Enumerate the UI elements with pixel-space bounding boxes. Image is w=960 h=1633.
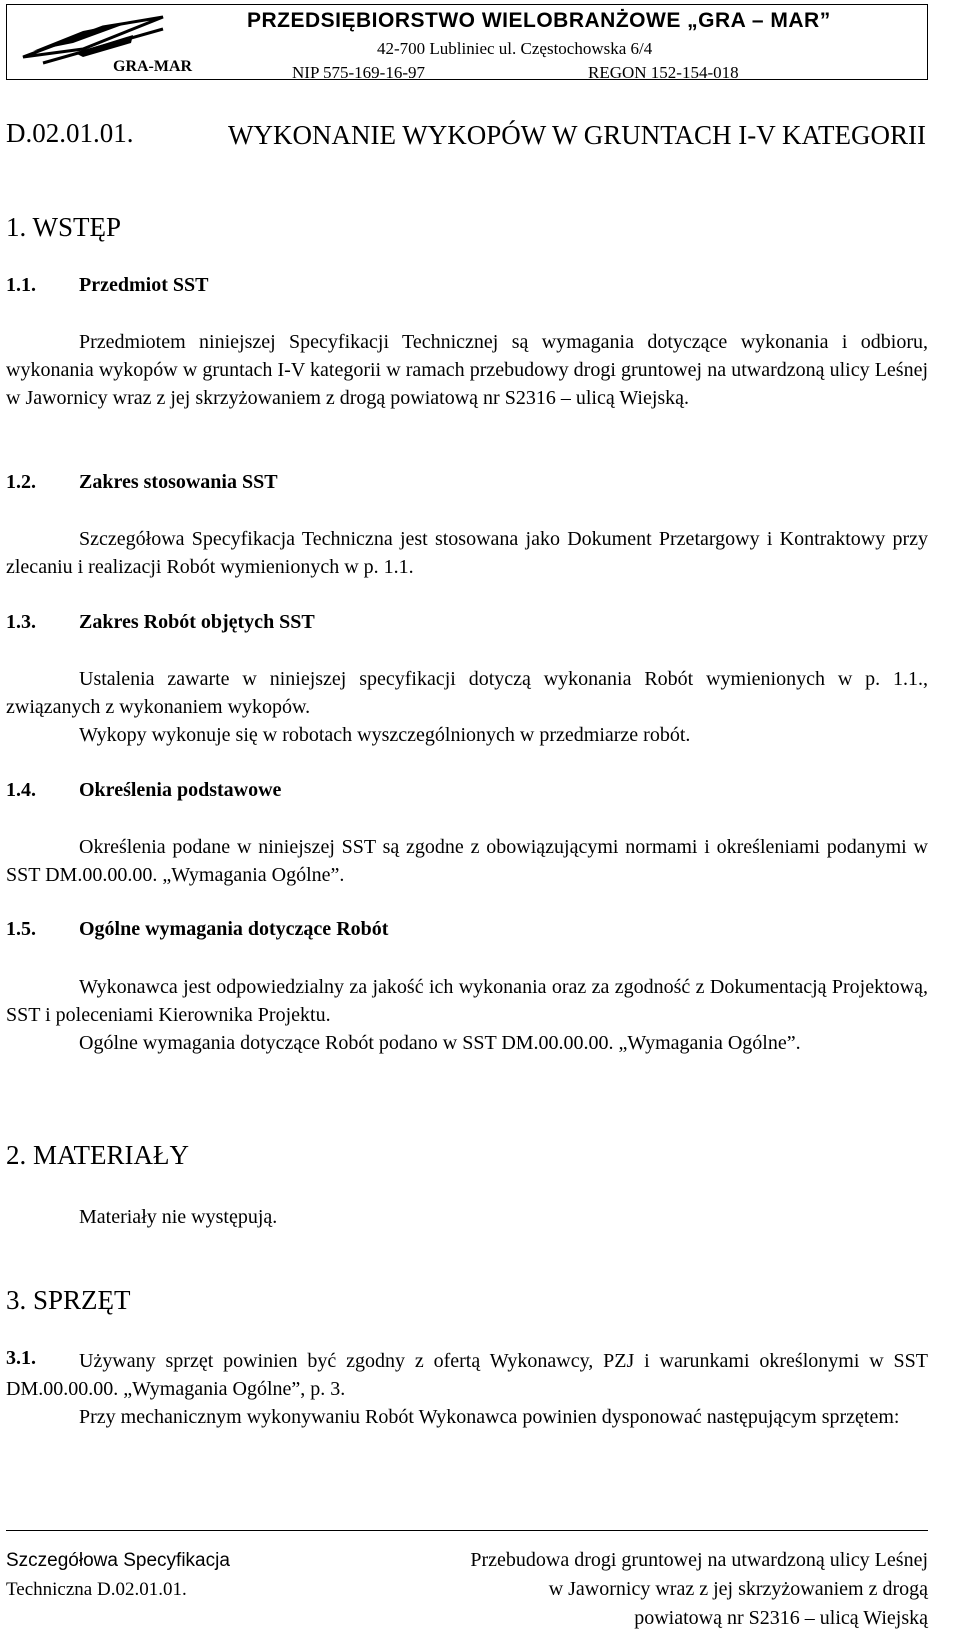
subsection-number: 1.2. [6, 471, 36, 493]
paragraph-1-3b: Wykopy wykonuje się w robotach wyszczególnionych w przedmiarze robót. [79, 724, 691, 746]
subsection-title: Zakres Robót objętych SST [79, 611, 315, 633]
subsection-title: Zakres stosowania SST [79, 471, 278, 493]
footer-divider [6, 1530, 928, 1531]
footer-left-line-2: Techniczna D.02.01.01. [6, 1579, 187, 1600]
paragraph-1-3: Ustalenia zawarte w niniejszej specyfikacji dotyczą wykonania Robót wymienionych w p. 1.1., związanych z wykonaniem wykopów. [6, 668, 928, 718]
company-address: 42-700 Lubliniec ul. Częstochowska 6/4 [377, 39, 653, 58]
footer-left-line-1: Szczegółowa Specyfikacja [6, 1550, 230, 1571]
paragraph-3-1b: Przy mechanicznym wykonywaniu Robót Wykonawca powinien dysponować następującym sprzętem: [79, 1406, 900, 1428]
subsection-number: 1.5. [6, 918, 36, 940]
paragraph-2: Materiały nie występują. [79, 1206, 278, 1228]
subsection-number: 1.3. [6, 611, 36, 633]
section-heading-1: 1. WSTĘP [6, 212, 122, 242]
footer-right-line-1: Przebudowa drogi gruntowej na utwardzoną ulicy Leśnej [470, 1549, 928, 1571]
subsection-number: 1.1. [6, 274, 36, 296]
paragraph-1-2: Szczegółowa Specyfikacja Techniczna jest stosowana jako Dokument Przetargowy i Kontraktowy przy zlecaniu i realizacji Robót wymienionych w p. 1.1. [6, 528, 928, 578]
letterhead [6, 4, 928, 80]
subsection-title: Ogólne wymagania dotyczące Robót [79, 918, 389, 940]
subsection-number: 1.4. [6, 779, 36, 801]
footer-right-line-3: powiatową nr S2316 – ulicą Wiejską [634, 1607, 928, 1629]
company-name: PRZEDSIĘBIORSTWO WIELOBRANŻOWE „GRA – MAR” [247, 9, 831, 32]
section-heading-3: 3. SPRZĘT [6, 1285, 131, 1315]
regon-number: REGON 152-154-018 [588, 63, 739, 82]
nip-number: NIP 575-169-16-97 [292, 63, 425, 82]
document-number: D.02.01.01. [6, 118, 134, 148]
paragraph-1-5b: Ogólne wymagania dotyczące Robót podano w SST DM.00.00.00. „Wymagania Ogólne”. [79, 1032, 801, 1054]
document-title: WYKONANIE WYKOPÓW W GRUNTACH I-V KATEGORII [228, 120, 927, 150]
footer-right-line-2: w Jawornicy wraz z jej skrzyżowaniem z drogą [548, 1578, 928, 1600]
logo-text: GRA-MAR [113, 58, 193, 75]
paragraph-1-5: Wykonawca jest odpowiedzialny za jakość ich wykonania oraz za zgodność z Dokumentacją Projektową, SST i poleceniami Kierownika Projektu. [6, 976, 928, 1026]
section-heading-2: 2. MATERIAŁY [6, 1140, 189, 1170]
paragraph-3-1: Używany sprzęt powinien być zgodny z ofertą Wykonawcy, PZJ i warunkami określonymi w SST DM.00.00.00. „Wymagania Ogólne”, p. 3. [6, 1350, 928, 1400]
footer-left [6, 1546, 230, 1604]
footer-right [470, 1546, 928, 1633]
subsection-title: Określenia podstawowe [79, 779, 282, 801]
subsection-number-3-1: 3.1. [6, 1347, 36, 1369]
paragraph-1-4: Określenia podane w niniejszej SST są zgodne z obowiązującymi normami i określeniami podanymi w SST DM.00.00.00. „Wymagania Ogólne”. [6, 836, 928, 886]
company-logo [13, 13, 208, 79]
subsection-title: Przedmiot SST [79, 274, 209, 296]
paragraph-1-1: Przedmiotem niniejszej Specyfikacji Technicznej są wymagania dotyczące wykonania i odbioru, wykonania wykopów w gruntach I-V kategorii w ramach przebudowy drogi gruntowej na utwardzoną ulicy Leśnej w Jawornicy wraz z jej skrzyżowaniem z drogą powiatową nr S2316 – ulicą Wiejską. [6, 331, 928, 409]
